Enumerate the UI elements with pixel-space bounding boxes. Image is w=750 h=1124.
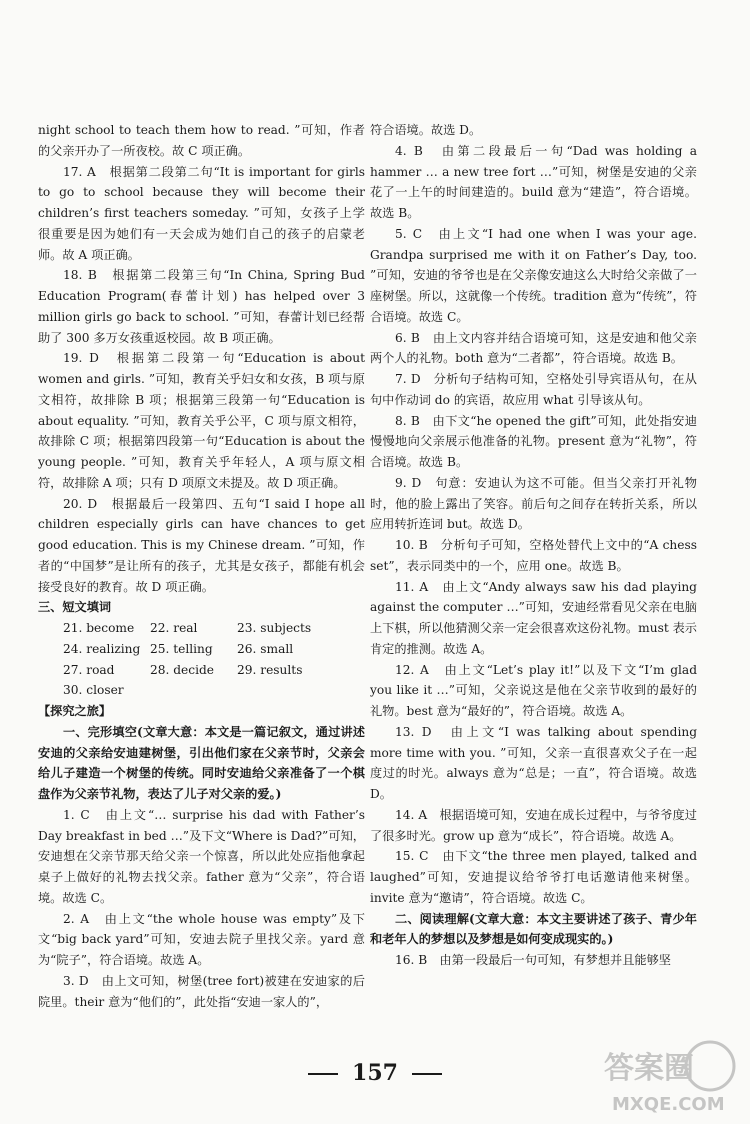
answer-12: 12. A 由上文“Let’s play it!”以及下文“I’m glad you like it …”可知，父亲说这是他在父亲节收到的最好的礼物。best 意为“最好的”，符合语境。故选 A。 xyxy=(370,662,697,718)
page-number: 157 xyxy=(352,1060,398,1086)
answer-7: 7. D 分析句子结构可知，空格处引导宾语从句，在从句中作动词 do 的宾语，故应用 what 引导该从句。 xyxy=(370,372,697,407)
word-answer: 24. realizing xyxy=(63,641,141,656)
answer-9: 9. D 句意：安迪认为这不可能。但当父亲打开礼物时，他的脸上露出了笑容。前后句之间存在转折关系，所以应用转折连词 but。故选 D。 xyxy=(370,475,697,532)
word-answer: 27. road xyxy=(63,662,115,677)
word-answer: 23. subjects xyxy=(237,621,312,635)
watermark-logo xyxy=(598,1036,738,1118)
answer-13: 13. D 由上文“I was talking about spending more time with you. ”可知，父亲一直很喜欢父子在一起度过的时光。always 意为“总是；一直”，符合语境。故选 D。 xyxy=(370,724,697,801)
word-answers-grid xyxy=(38,618,365,701)
answer-11: 11. A 由上文“Andy always saw his dad playing against the computer …”可知，安迪经常看见父亲在电脑上下棋，所以他猜测父亲一定会很喜欢这份礼物。must 表示肯定的推测。故选 A。 xyxy=(370,579,697,656)
answer-19: 19. D 根据第二段第一句“Education is about women and girls. ”可知，教育关乎妇女和女孩，B 项与原文相符，故排除 B 项；根据第三段第一句“Education is about equality. ”可知，教育关乎公平，C 项与原文相符，故排除 C 项；根据第四段第一句“Education is about the young people. ”可知，教育关乎年轻人，A 项与原文相符，故排除 A 项；只有 D 项原文未提及。故 D 项正确。 xyxy=(38,351,365,490)
word-answer: 25. telling xyxy=(150,641,213,656)
answer-10: 10. B 分析句子可知，空格处替代上文中的“A chess set”，表示同类中的一个，应用 one。故选 B。 xyxy=(370,538,697,573)
answer-paragraph: 符合语境。故选 D。 xyxy=(370,123,482,137)
word-answer: 26. small xyxy=(237,641,294,656)
answer-15: 15. C 由下文“the three men played, talked and laughed”可知，安迪提议给爷爷打电话邀请他来树堡。invite 意为“邀请”，符合语境。故选 C。 xyxy=(370,849,697,905)
watermark-text-url: MXQE.COM xyxy=(612,1094,725,1115)
footer-dash-left xyxy=(308,1073,338,1075)
answer-16: 16. B 由第一段最后一句可知，有梦想并且能够坚 xyxy=(395,953,671,967)
word-answer: 28. decide xyxy=(150,662,215,677)
answer-1: 1. C 由上文“… surprise his dad with Father’s Day breakfast in bed …”及下文“Where is Dad?”可知，安迪想在父亲节那天给父亲一个惊喜，所以此处应指他拿起桌子上做好的礼物去找父亲。father 意为“父亲”，符合语境。故选 C。 xyxy=(38,807,365,905)
watermark-text-cn: 答案圈 xyxy=(604,1051,694,1086)
answer-20: 20. D 根据最后一段第四、五句“I said I hope all children especially girls can have chances to get good education. This is my Chinese dream. ”可知，作者的“中国梦”是让所有的孩子，尤其是女孩子，都能有机会接受良好的教育。故 D 项正确。 xyxy=(38,496,365,594)
word-answer: 29. results xyxy=(237,662,303,677)
answer-2: 2. A 由上文“the whole house was empty”及下文“big back yard”可知，安迪去院子里找父亲。yard 意为“院子”，符合语境。故选 A。 xyxy=(38,911,365,967)
word-answer: 22. real xyxy=(150,621,198,635)
section-title-explore: 【探究之旅】 xyxy=(38,704,112,718)
word-answer: 30. closer xyxy=(63,683,124,698)
answer-14: 14. A 根据语境可知，安迪在成长过程中，与爷爷度过了很多时光。grow up 意为“成长”，符合语境。故选 A。 xyxy=(370,807,697,843)
answer-paragraph: night school to teach them how to read. ”可知，作者的父亲开办了一所夜校。故 C 项正确。 xyxy=(38,123,365,158)
answer-18: 18. B 根据第二段第三句“In China, Spring Bud Education Program(春蕾计划) has helped over 3 million girls go back to school. ”可知，春蕾计划已经帮助了 300 多万女孩重返校园。故 B 项正确。 xyxy=(38,268,365,345)
answer-5: 5. C 由上文“I had one when I was your age. Grandpa surprised me with it on Father’s Day, too. ”可知，安迪的爷爷也是在父亲像安迪这么大时给父亲做了一座树堡。所以，这就像一个传统。tradition 意为“传统”，符合语境。故选 C。 xyxy=(370,226,697,324)
watermark-logo-icon xyxy=(598,1036,738,1118)
footer-dash-right xyxy=(412,1073,442,1075)
answer-4: 4. B 由第二段最后一句“Dad was holding a hammer … a new tree fort …”可知，树堡是安迪的父亲花了一上午的时间建造的。build 意为“建造”，符合语境。故选 B。 xyxy=(370,143,697,220)
answer-6: 6. B 由上文内容并结合语境可知，这是安迪和他父亲两个人的礼物。both 意为“二者都”，符合语境。故选 B。 xyxy=(370,330,697,366)
answer-3: 3. D 由上文可知，树堡(tree fort)被建在安迪家的后院里。their 意为“他们的”，此处指“安迪一家人的”， xyxy=(38,973,365,1009)
section-title-fill-words: 三、短文填词 xyxy=(38,600,112,615)
answer-8: 8. B 由下文“he opened the gift”可知，此处指安迪慢慢地向父亲展示他准备的礼物。present 意为“礼物”，符合语境。故选 B。 xyxy=(370,413,697,469)
word-answer: 21. become xyxy=(63,621,135,635)
answer-17: 17. A 根据第二段第二句“It is important for girls to go to school because they will become their children’s first teachers someday. ”可知，女孩子上学很重要是因为她们有一天会成为她们自己的孩子的启蒙老师。故 A 项正确。 xyxy=(38,164,365,262)
left-column xyxy=(38,120,365,1012)
right-column xyxy=(370,120,697,971)
reading-heading: 二、阅读理解(文章大意：本文主要讲述了孩子、青少年和老年人的梦想以及梦想是如何变成现实的。) xyxy=(370,911,697,947)
cloze-heading: 一、完形填空(文章大意：本文是一篇记叙文，通过讲述安迪的父亲给安迪建树堡，引出他们家在父亲节时，父亲会给儿子建造一个树堡的传统。同时安迪给父亲准备了一个棋盘作为父亲节礼物，表达了儿子对父亲的爱。) xyxy=(38,724,365,801)
